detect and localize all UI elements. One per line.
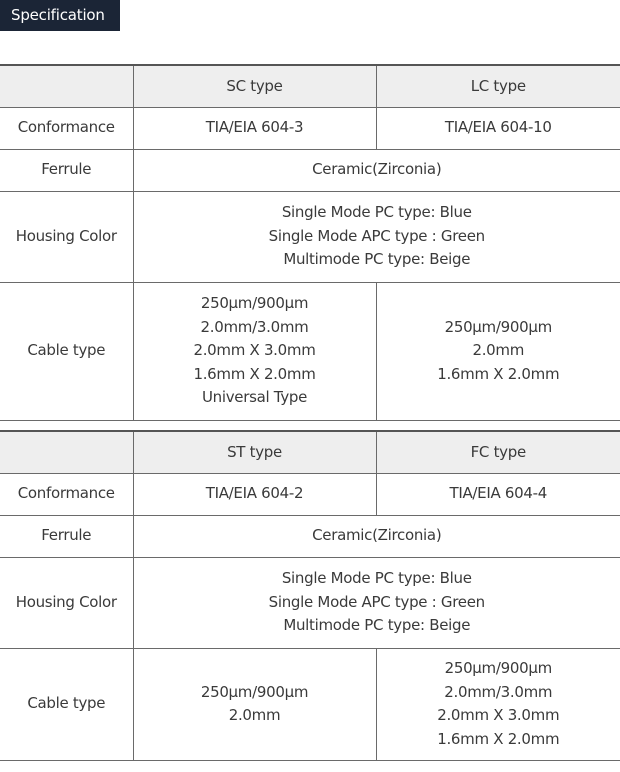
cable-line: 2.0mm/3.0mm [200, 317, 309, 336]
ferrule-value: Ceramic(Zirconia) [133, 515, 620, 557]
housing-line: Multimode PC type: Beige [283, 250, 471, 269]
table-header-row [0, 65, 620, 107]
cable-line: 250µm/900µm [200, 682, 309, 701]
row-label: Ferrule [0, 149, 133, 191]
header-empty-cell [0, 431, 133, 473]
table-row-housing-color [0, 191, 620, 282]
cable-type-value-a [133, 648, 376, 760]
column-header-b: LC type [376, 65, 620, 107]
conformance-value-a: TIA/EIA 604-2 [133, 473, 376, 515]
spec-table-st-fc [0, 430, 620, 761]
row-label: Ferrule [0, 515, 133, 557]
housing-line: Single Mode PC type: Blue [281, 203, 472, 222]
cable-line: 250µm/900µm [444, 659, 552, 677]
cable-line: 250µm/900µm [200, 294, 309, 313]
housing-line: Single Mode PC type: Blue [281, 569, 472, 588]
column-header-b: FC type [376, 431, 620, 473]
column-header-a: ST type [133, 431, 376, 473]
table-header-row [0, 431, 620, 473]
housing-line: Multimode PC type: Beige [283, 616, 471, 635]
row-label: Cable type [0, 648, 133, 760]
table-row-ferrule [0, 149, 620, 191]
header-empty-cell [0, 65, 133, 107]
housing-line: Single Mode APC type : Green [268, 226, 485, 245]
table-row-housing-color [0, 557, 620, 648]
cable-line: 2.0mm X 3.0mm [437, 706, 560, 724]
cable-line: 2.0mm [228, 706, 281, 724]
row-label: Conformance [0, 107, 133, 149]
conformance-value-a: TIA/EIA 604-3 [133, 107, 376, 149]
row-label: Conformance [0, 473, 133, 515]
cable-line: 250µm/900µm [444, 317, 552, 336]
row-label: Housing Color [0, 557, 133, 648]
cable-type-value-a [133, 282, 376, 420]
column-header-a: SC type [133, 65, 376, 107]
table-row-ferrule [0, 515, 620, 557]
housing-color-value [133, 191, 620, 282]
row-label: Housing Color [0, 191, 133, 282]
cable-type-value-b [376, 282, 620, 420]
housing-color-value [133, 557, 620, 648]
conformance-value-b: TIA/EIA 604-10 [376, 107, 620, 149]
cable-line: 1.6mm X 2.0mm [437, 729, 560, 748]
row-label: Cable type [0, 282, 133, 420]
cable-line: 1.6mm X 2.0mm [193, 364, 316, 383]
spec-table-sc-lc [0, 64, 620, 421]
conformance-value-b: TIA/EIA 604-4 [376, 473, 620, 515]
section-title-badge: Specification [0, 0, 120, 31]
cable-line: 2.0mm X 3.0mm [193, 341, 316, 360]
table-row-cable-type [0, 648, 620, 760]
table-row-conformance [0, 107, 620, 149]
cable-line: 2.0mm [472, 341, 525, 360]
cable-line: 1.6mm X 2.0mm [437, 364, 560, 383]
table-row-conformance [0, 473, 620, 515]
housing-line: Single Mode APC type : Green [268, 592, 485, 611]
table-row-cable-type [0, 282, 620, 420]
ferrule-value: Ceramic(Zirconia) [133, 149, 620, 191]
cable-line: 2.0mm/3.0mm [444, 682, 553, 701]
cable-line: Universal Type [201, 388, 308, 407]
cable-type-value-b [376, 648, 620, 760]
